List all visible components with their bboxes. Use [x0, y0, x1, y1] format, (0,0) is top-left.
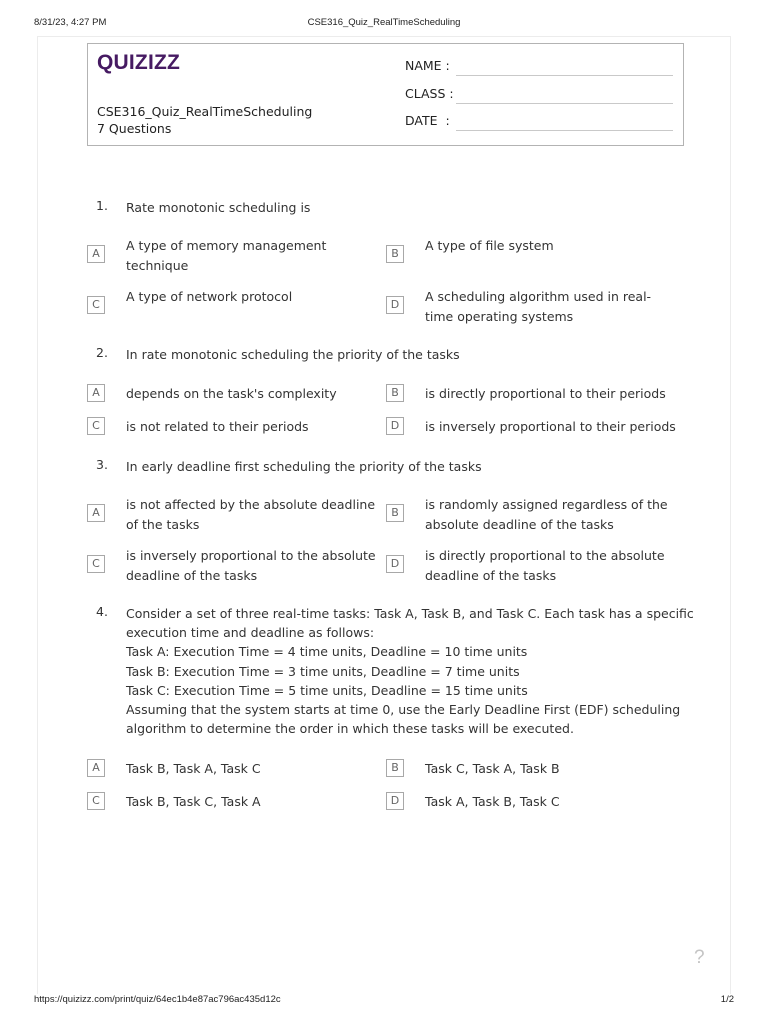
- option-text: depends on the task's complexity: [126, 386, 337, 401]
- option-text: A type of network protocol: [126, 289, 293, 304]
- question-line: Assuming that the system starts at time 0, use the Early Deadline First (EDF) scheduling algorithm to determine the order in which these tasks will be executed.: [126, 702, 681, 737]
- question-text: [126, 457, 696, 476]
- question-line: In early deadline first scheduling the priority of the tasks: [126, 459, 482, 474]
- option-letter-box: C: [87, 792, 105, 810]
- question-number: 1.: [96, 198, 108, 213]
- option-text: is directly proportional to the absolute deadline of the tasks: [425, 548, 665, 583]
- option-text: is not related to their periods: [126, 419, 309, 434]
- question-number: 4.: [96, 604, 108, 619]
- class-field[interactable]: [456, 103, 673, 104]
- print-url: https://quizizz.com/print/quiz/64ec1b4e87ac796ac435d12c: [34, 994, 281, 1005]
- option-letter-box: A: [87, 504, 105, 522]
- option-text: Task B, Task A, Task C: [126, 761, 261, 776]
- option-text: is inversely proportional to the absolute deadline of the tasks: [126, 548, 376, 583]
- option-text: is randomly assigned regardless of the absolute deadline of the tasks: [425, 497, 668, 532]
- option-letter-box: B: [386, 245, 404, 263]
- question-count: 7 Questions: [97, 121, 172, 136]
- question-number: 2.: [96, 345, 108, 360]
- option-letter-box: D: [386, 417, 404, 435]
- option-letter-box: B: [386, 759, 404, 777]
- question-line: Task B: Execution Time = 3 time units, Deadline = 7 time units: [126, 663, 520, 679]
- question-line: Task C: Execution Time = 5 time units, Deadline = 15 time units: [126, 682, 528, 698]
- question-line: Task A: Execution Time = 4 time units, Deadline = 10 time units: [126, 644, 528, 660]
- name-field[interactable]: [456, 75, 673, 76]
- option-letter-box: A: [87, 384, 105, 402]
- quiz-title: CSE316_Quiz_RealTimeScheduling: [97, 104, 313, 119]
- option-text: Task C, Task A, Task B: [425, 761, 560, 776]
- option-letter-box: A: [87, 245, 105, 263]
- option-text: is directly proportional to their periods: [425, 386, 666, 401]
- question-line: Rate monotonic scheduling is: [126, 200, 311, 215]
- print-page-number: 1/2: [720, 994, 734, 1005]
- print-doc-title: CSE316_Quiz_RealTimeScheduling: [307, 17, 461, 28]
- question-line: In rate monotonic scheduling the priority of the tasks: [126, 347, 460, 362]
- option-text: Task B, Task C, Task A: [126, 794, 261, 809]
- option-letter-box: C: [87, 296, 105, 314]
- option-text: A scheduling algorithm used in real-time operating systems: [425, 289, 652, 324]
- date-label: DATE :: [405, 113, 450, 128]
- option-letter-box: A: [87, 759, 105, 777]
- option-letter-box: C: [87, 555, 105, 573]
- option-letter-box: D: [386, 555, 404, 573]
- option-letter-box: D: [386, 296, 404, 314]
- date-field[interactable]: [456, 130, 673, 131]
- option-letter-box: B: [386, 384, 404, 402]
- question-text: [126, 604, 696, 738]
- help-icon[interactable]: ?: [694, 947, 705, 968]
- question-text: [126, 345, 696, 364]
- option-text: is inversely proportional to their periods: [425, 419, 676, 434]
- option-text: A type of file system: [425, 238, 554, 253]
- option-letter-box: B: [386, 504, 404, 522]
- print-datetime: 8/31/23, 4:27 PM: [34, 17, 107, 28]
- option-text: A type of memory management technique: [126, 238, 327, 273]
- class-label: CLASS :: [405, 86, 454, 101]
- option-text: is not affected by the absolute deadline of the tasks: [126, 497, 376, 532]
- question-number: 3.: [96, 457, 108, 472]
- name-label: NAME :: [405, 58, 450, 73]
- option-letter-box: D: [386, 792, 404, 810]
- question-text: [126, 198, 696, 217]
- quizizz-logo: QUIZIZZ: [97, 51, 181, 74]
- option-text: Task A, Task B, Task C: [425, 794, 560, 809]
- question-line: Consider a set of three real-time tasks: Task A, Task B, and Task C. Each task has a specific execution time and deadline as follows:: [126, 606, 694, 641]
- option-letter-box: C: [87, 417, 105, 435]
